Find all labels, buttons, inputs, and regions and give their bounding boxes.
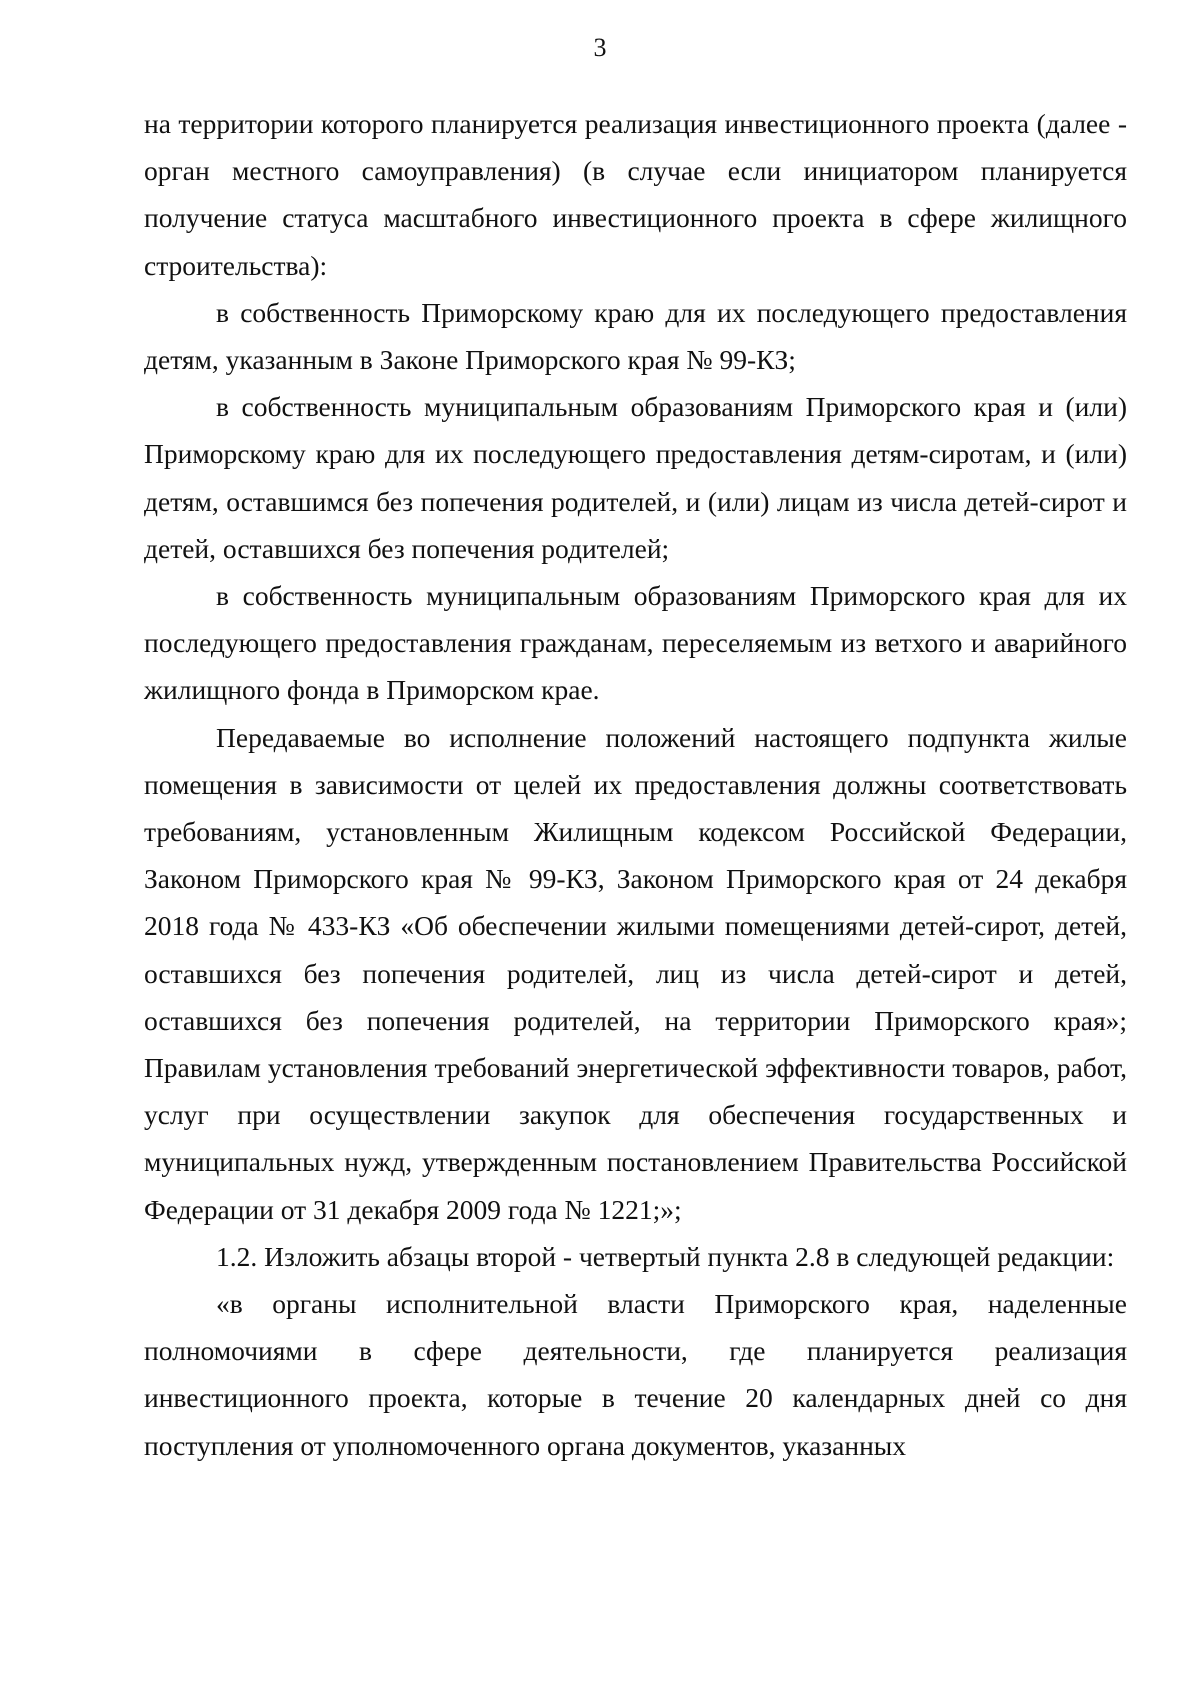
paragraph-quoted-executive-bodies: «в органы исполнительной власти Приморского края, наделенные полномочиями в сфере деятельности, где планируется реализация инвестиционного проекта, которые в течение 20 календарных дней со дня поступления от уполномоченного органа документов, указанных — [144, 1288, 1127, 1461]
page-number: 3 — [593, 33, 607, 62]
paragraph-housing-requirements: Передаваемые во исполнение положений настоящего подпункта жилые помещения в зависимости от целей их предоставления должны соответствовать требованиям, установленным Жилищным кодексом Российской Федерации, Законом Приморского края № 99-КЗ, Законом Приморского края от 24 декабря 2018 года № 433-КЗ «Об обеспечении жилыми помещениями детей-сирот, детей, оставшихся без попечения родителей, лиц из числа детей-сирот и детей, оставшихся без попечения родителей, на территории Приморского края»; Правилам установления требований энергетической эффективности товаров, работ, услуг при осуществлении закупок для обеспечения государственных и муниципальных нужд, утвержденным постановлением Правительства Российской Федерации от 31 декабря 2009 года № 1221;»; — [144, 721, 1127, 1225]
paragraph-orphans-ownership: в собственность муниципальным образованиям Приморского края и (или) Приморскому краю для их последующего предоставления детям-сиротам, и (или) детям, оставшимся без попечения родителей, и (или) лицам из числа детей-сирот и детей, оставшихся без попечения родителей; — [144, 391, 1127, 564]
paragraph-children-ownership: в собственность Приморскому краю для их последующего предоставления детям, указанным в Законе Приморского края № 99-КЗ; — [144, 296, 1127, 376]
paragraph-continuation: на территории которого планируется реализация инвестиционного проекта (далее - орган местного самоуправления) (в случае если инициатором планируется получение статуса масштабного инвестиционного проекта в сфере жилищного строительства): — [144, 108, 1127, 281]
paragraph-amendment-1-2: 1.2. Изложить абзацы второй - четвертый пункта 2.8 в следующей редакции: — [216, 1240, 1115, 1272]
paragraph-resettlement-ownership: в собственность муниципальным образованиям Приморского края для их последующего предоставления гражданам, переселяемым из ветхого и аварийного жилищного фонда в Приморском крае. — [144, 580, 1127, 706]
document-body — [144, 100, 1127, 1469]
